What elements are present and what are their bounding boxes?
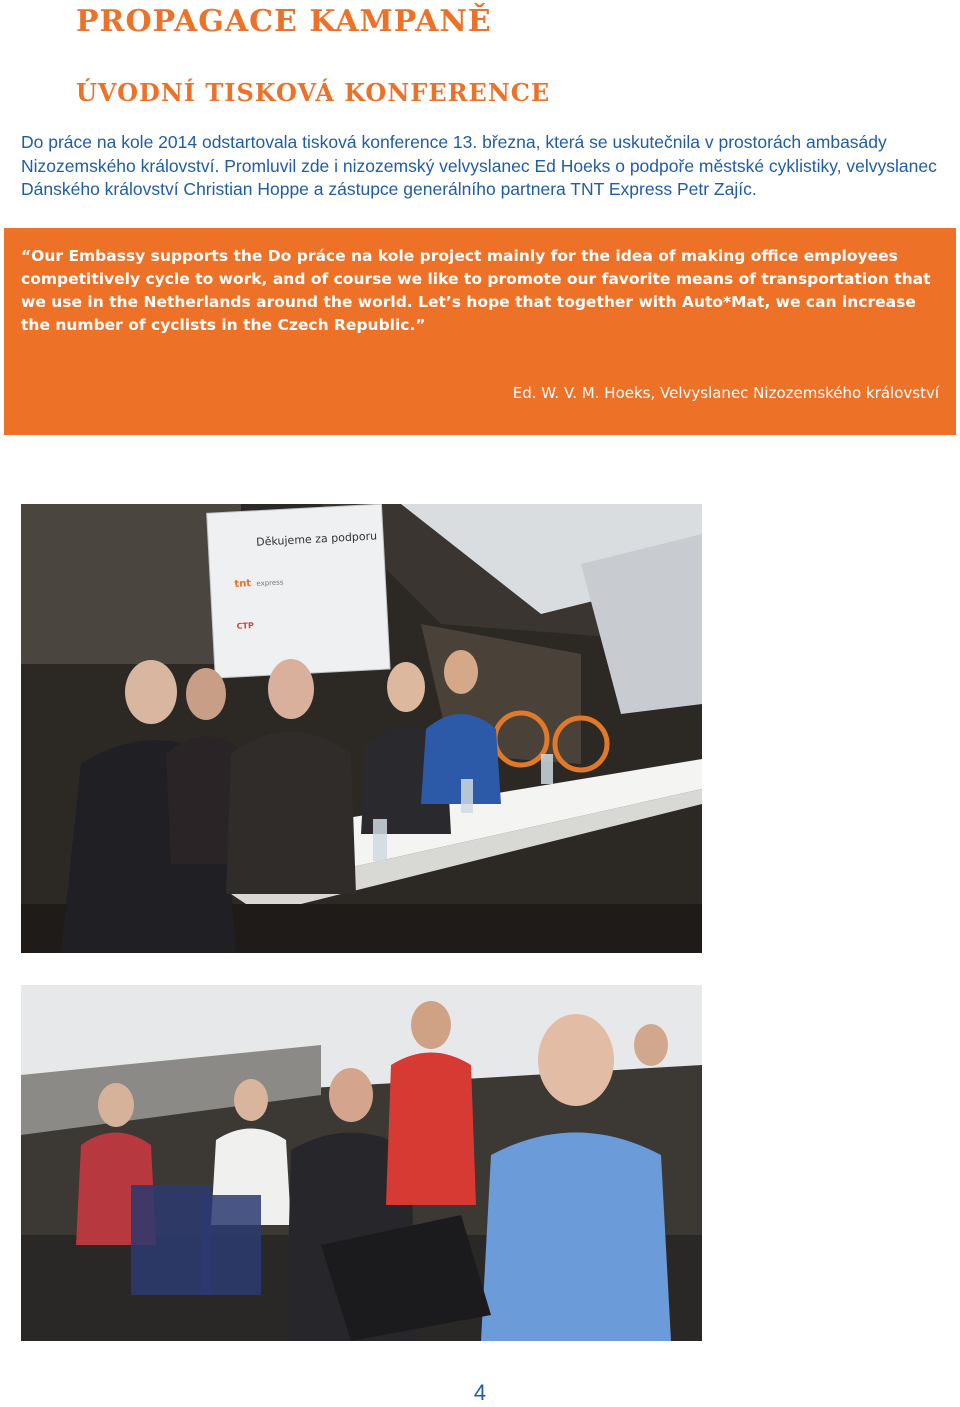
press-conference-illustration bbox=[21, 504, 702, 953]
screen-logo-express: express bbox=[256, 578, 284, 588]
photo-press-conference bbox=[21, 504, 702, 953]
page-title: PROPAGACE KAMPANĚ bbox=[76, 4, 492, 39]
quote-text: “Our Embassy supports the Do práce na kole project mainly for the idea of making office employees competitively cycle to work, and of course we like to promote our favorite means of transportation that we use in the Netherlands around the world. Let’s hope that together with Auto*Mat, we can increase the number of cyclists in the Czech Republic.” bbox=[21, 247, 931, 334]
screen-text: Děkujeme za podporu bbox=[255, 529, 378, 549]
photo-audience bbox=[21, 985, 702, 1341]
quote-box bbox=[4, 228, 956, 435]
section-subtitle: ÚVODNÍ TISKOVÁ KONFERENCE bbox=[76, 78, 551, 107]
intro-paragraph: Do práce na kole 2014 odstartovala tisková konference 13. března, která se uskutečnila v prostorách ambasády Nizozemského království. Promluvil zde i nizozemský velvyslanec Ed Hoeks o podpoře městské cyklistiky, velvyslanec Dánského království Christian Hoppe a zástupce generálního partnera TNT Express Petr Zajíc. bbox=[21, 132, 937, 199]
quote-author: Ed. W. V. M. Hoeks, Velvyslanec Nizozemského království bbox=[512, 384, 939, 402]
page-number: 4 bbox=[473, 1380, 487, 1405]
screen-logo-tnt: tnt bbox=[234, 578, 252, 590]
audience-illustration bbox=[21, 985, 702, 1341]
screen-logo-ctp: CTP bbox=[236, 620, 255, 631]
